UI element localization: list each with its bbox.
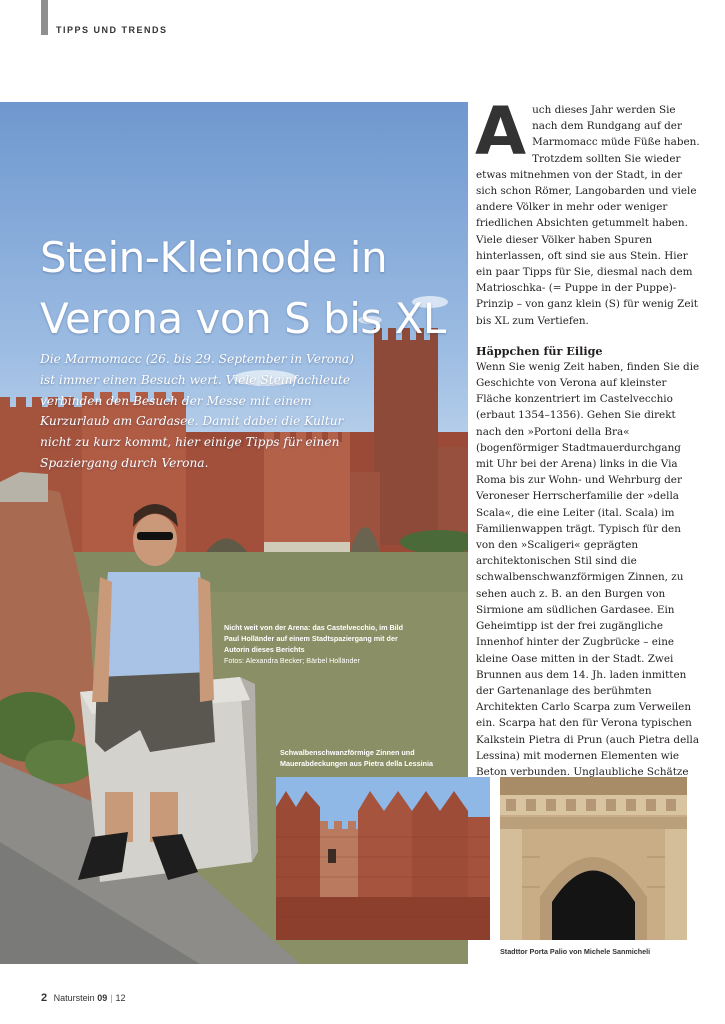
- section-heading: Häppchen für Eilige: [476, 343, 603, 358]
- article-column: [475, 93, 700, 780]
- porta-palio-photo: [500, 777, 687, 940]
- photo-credit: Fotos: Alexandra Becker; Bärbel Holländer: [224, 656, 360, 665]
- porta-palio-caption: Stadttor Porta Palio von Michele Sanmicheli: [500, 947, 651, 956]
- battlements-caption: Schwalbenschwanzförmige Zinnen und Mauerabdeckungen aus Pietra della Lessinia: [280, 748, 433, 768]
- section-label: TIPPS UND TRENDS: [56, 25, 168, 35]
- paragraph-1-text: uch dieses Jahr werden Sie nach dem Rundgang auf der Marmomacc müde Füße haben. Trotzdem sollten Sie wieder etwas mitnehmen von der Stadt, in der sich schon Römer, Langobarden und viele andere Völker in mehr oder weniger friedlichen Absichten getummelt haben. Viele dieser Völker haben Spuren hinterlassen, oft sind sie aus Stein. Hier ein paar Tipps für Sie, diesmal nach dem Matrioschka- (= Puppe in der Puppe)-Prinzip – von ganz klein (S) für wenig Zeit bis XL zum Vertiefen.: [476, 104, 700, 327]
- hero-caption-text: Nicht weit von der Arena: das Castelvecchio, im Bild Paul Holländer auf einem Stadtspaziergang mit der Autorin dieses Berichts: [224, 623, 404, 654]
- issue-number: 09: [97, 993, 108, 1003]
- issue-year: 12: [115, 993, 126, 1003]
- battlements-photo: [276, 777, 490, 940]
- section-marker: [41, 0, 48, 35]
- article-paragraph-2: Wenn Sie wenig Zeit haben, finden Sie die Geschichte von Verona auf kleinster Fläche konzentriert im Castelvecchio (erbaut 1354–1356). Gehen Sie direkt nach den »Portoni della Bra« (bogenförmiger Stadtmauerdurchgang mit Uhr bei der Arena) links in die Via Roma bis zur Wohn- und Wehrburg der Veroneser Herrscherfamilie der »della Scala«, die eine Leiter (ital. Scala) im Familienwappen trägt. Typisch für den von den »Scaligeri« geprägten architektonischen Stil sind die schwalbenschwanzförmigen Zinnen, zu sehen auch z. B. an den Burgen von Sirmione am südlichen Gardasee. Ein Geheimtipp ist der frei zugängliche Innenhof hinter der Zugbrücke – eine kleine Oase mitten in der Stadt. Zwei Brunnen aus dem 14. Jh. laden inmitten der Gartenanlage des berühmten Architekten Carlo Scarpa zum Verweilen ein. Scarpa hat den für Verona typischen Kalkstein Pietra di Prun (auch Pietra della Lessina) mit modernen Elementen wie Beton verbunden. Unglaubliche Schätze: [476, 360, 700, 778]
- drop-cap: A: [475, 93, 527, 170]
- article-intro: Die Marmomacc (26. bis 29. September in Verona) ist immer einen Besuch wert. Viele Steinfachleute verbinden den Besuch der Messe mit einem Kurzurlaub am Gardasee. Damit dabei die Kultur nicht zu kurz kommt, hier einige Tipps für einen Spaziergang durch Verona.: [40, 352, 354, 470]
- page-number: 2: [41, 992, 48, 1004]
- page-footer: 2 Naturstein 09 | 12: [41, 992, 126, 1004]
- magazine-name: Naturstein: [53, 993, 95, 1003]
- hero-caption: [224, 622, 404, 666]
- article-title: Stein-Kleinode in Verona von S bis XL: [40, 233, 446, 343]
- article-paragraph-1: [475, 93, 700, 329]
